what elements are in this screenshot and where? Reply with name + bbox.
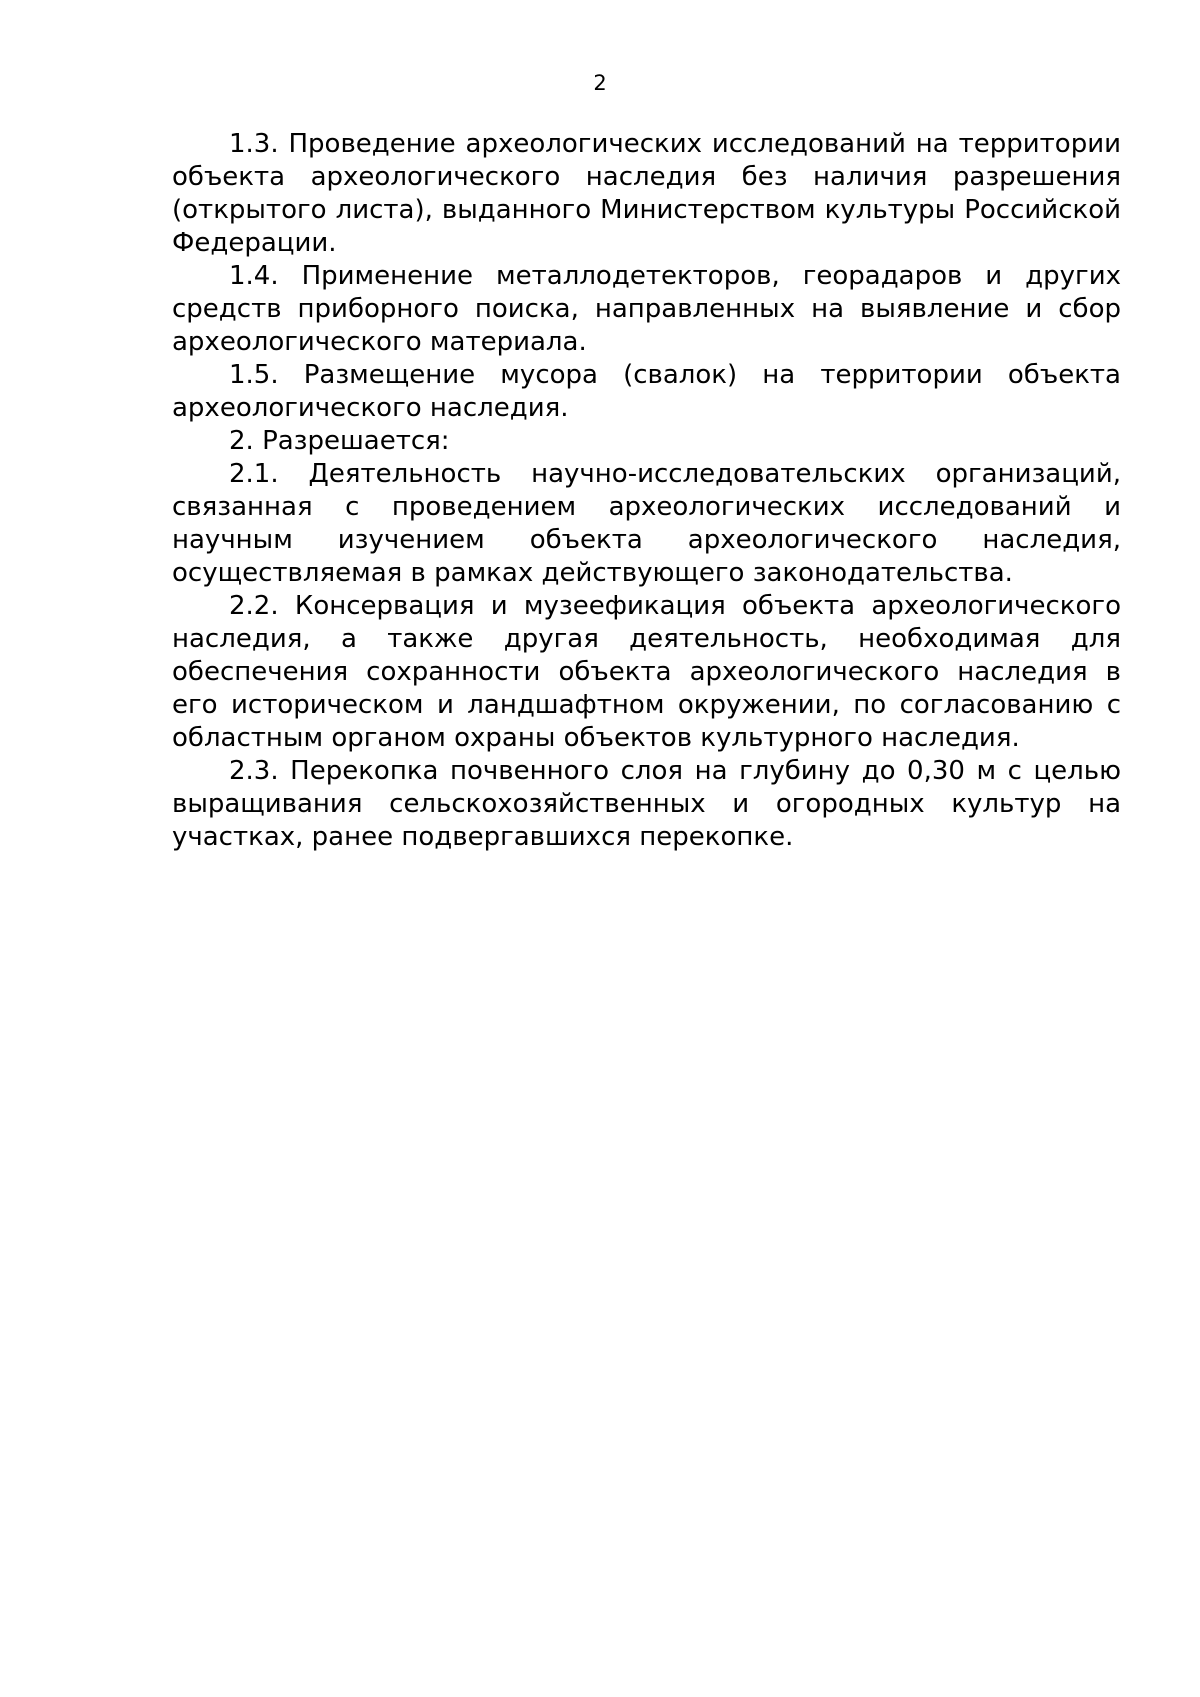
paragraph-1-4: 1.4. Применение металлодетекторов, георадаров и других средств приборного поиска, направленных на выявление и сбор археологического материала. <box>172 261 1121 357</box>
paragraph-2-3: 2.3. Перекопка почвенного слоя на глубину до 0,30 м с целью выращивания сельскохозяйственных и огородных культур на участках, ранее подвергавшихся перекопке. <box>172 756 1121 852</box>
paragraph-1-5: 1.5. Размещение мусора (свалок) на территории объекта археологического наследия. <box>172 360 1121 423</box>
paragraph-1-3: 1.3. Проведение археологических исследований на территории объекта археологического наследия без наличия разрешения (открытого листа), выданного Министерством культуры Российской Федерации. <box>172 129 1121 258</box>
paragraph-2-2: 2.2. Консервация и музеефикация объекта археологического наследия, а также другая деятельность, необходимая для обеспечения сохранности объекта археологического наследия в его историческом и ландшафтном окружении, по согласованию с областным органом охраны объектов культурного наследия. <box>172 591 1121 753</box>
paragraph-2-1: 2.1. Деятельность научно-исследовательских организаций, связанная с проведением археологических исследований и научным изучением объекта археологического наследия, осуществляемая в рамках действующего законодательства. <box>172 459 1121 588</box>
page-number: 2 <box>593 71 607 95</box>
document-body <box>172 128 1121 854</box>
paragraph-2: 2. Разрешается: <box>229 426 450 456</box>
